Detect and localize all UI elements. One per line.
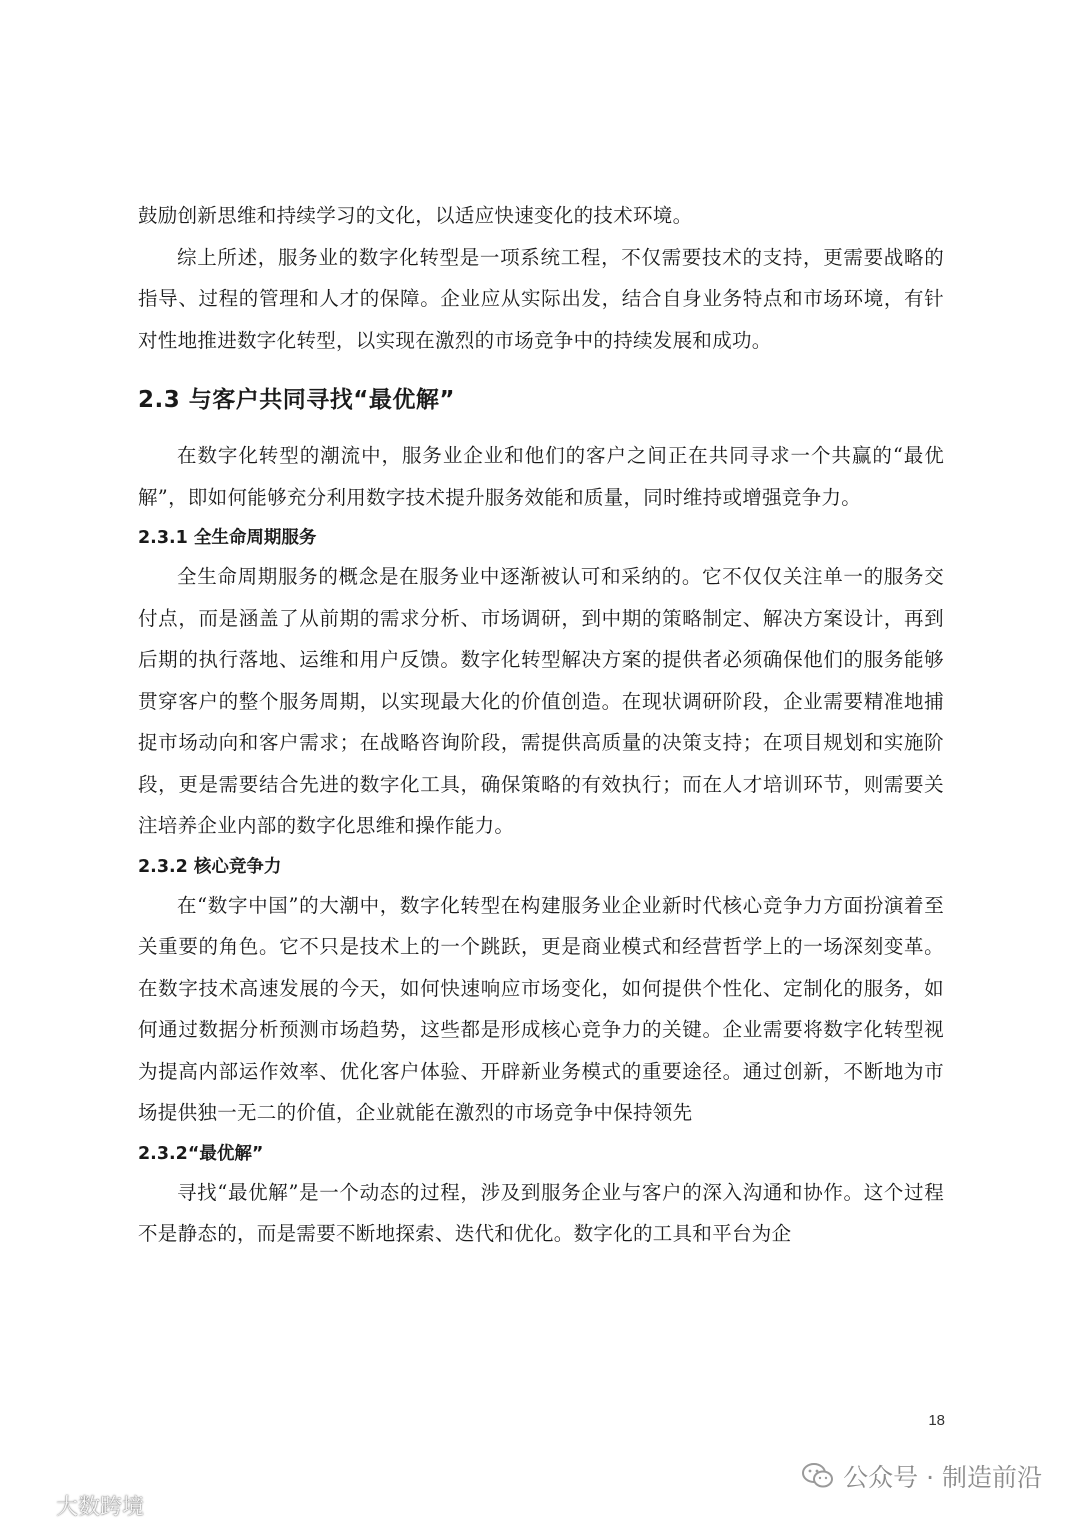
subsection-paragraph-lifecycle: 全生命周期服务的概念是在服务业中逐渐被认可和采纳的。它不仅仅关注单一的服务交付点，而是涵盖了从前期的需求分析、市场调研，到中期的策略制定、解决方案设计，再到后期的执行落地、运维和用户反馈。数字化转型解决方案的提供者必须确保他们的服务能够贯穿客户的整个服务周期，以实现最大化的价值创造。在现状调研阶段，企业需要精准地捕捉市场动向和客户需求；在战略咨询阶段，需提供高质量的决策支持；在项目规划和实施阶段，更是需要结合先进的数字化工具，确保策略的有效执行；而在人才培训环节，则需要关注培养企业内部的数字化思维和操作能力。 <box>138 565 944 837</box>
paragraph-summary: 综上所述，服务业的数字化转型是一项系统工程，不仅需要技术的支持，更需要战略的指导、过程的管理和人才的保障。企业应从实际出发，结合自身业务特点和市场环境，有针对性地推进数字化转型，以实现在激烈的市场竞争中的持续发展和成功。 <box>138 245 944 352</box>
section-heading: 2.3 与客户共同寻找“最优解” <box>138 387 455 413</box>
page-number: 18 <box>928 1412 945 1429</box>
brand-logo-icon <box>8 1491 52 1521</box>
subsection-paragraph-optimal-solution: 寻找“最优解”是一个动态的过程，涉及到服务企业与客户的深入沟通和协作。这个过程不是静态的，而是需要不断地探索、迭代和优化。数字化的工具和平台为企 <box>138 1180 944 1245</box>
subsection-heading-lifecycle: 2.3.1 全生命周期服务 <box>138 528 317 548</box>
wechat-watermark <box>801 1458 1042 1494</box>
page-content <box>138 195 944 1255</box>
brand-watermark-text: 大数跨境 <box>56 1495 145 1520</box>
paragraph-continuation: 鼓励创新思维和持续学习的文化，以适应快速变化的技术环境。 <box>138 204 693 227</box>
subsection-heading-core-competitiveness: 2.3.2 核心竞争力 <box>138 856 282 877</box>
subsection-heading-optimal-solution: 2.3.2“最优解” <box>138 1143 264 1164</box>
wechat-watermark-text: 公众号 · 制造前沿 <box>843 1463 1042 1492</box>
section-intro-paragraph: 在数字化转型的潮流中，服务业企业和他们的客户之间正在共同寻求一个共赢的“最优解”，即如何能够充分利用数字技术提升服务效能和质量，同时维持或增强竞争力。 <box>138 444 944 509</box>
wechat-icon <box>801 1461 835 1491</box>
brand-watermark <box>8 1490 144 1521</box>
subsection-paragraph-core-competitiveness: 在“数字中国”的大潮中，数字化转型在构建服务业企业新时代核心竞争力方面扮演着至关重要的角色。它不只是技术上的一个跳跃，更是商业模式和经营哲学上的一场深刻变革。在数字技术高速发展的今天，如何快速响应市场变化，如何提供个性化、定制化的服务，如何通过数据分析预测市场趋势，这些都是形成核心竞争力的关键。企业需要将数字化转型视为提高内部运作效率、优化客户体验、开辟新业务模式的重要途径。通过创新，不断地为市场提供独一无二的价值，企业就能在激烈的市场竞争中保持领先 <box>138 893 944 1124</box>
